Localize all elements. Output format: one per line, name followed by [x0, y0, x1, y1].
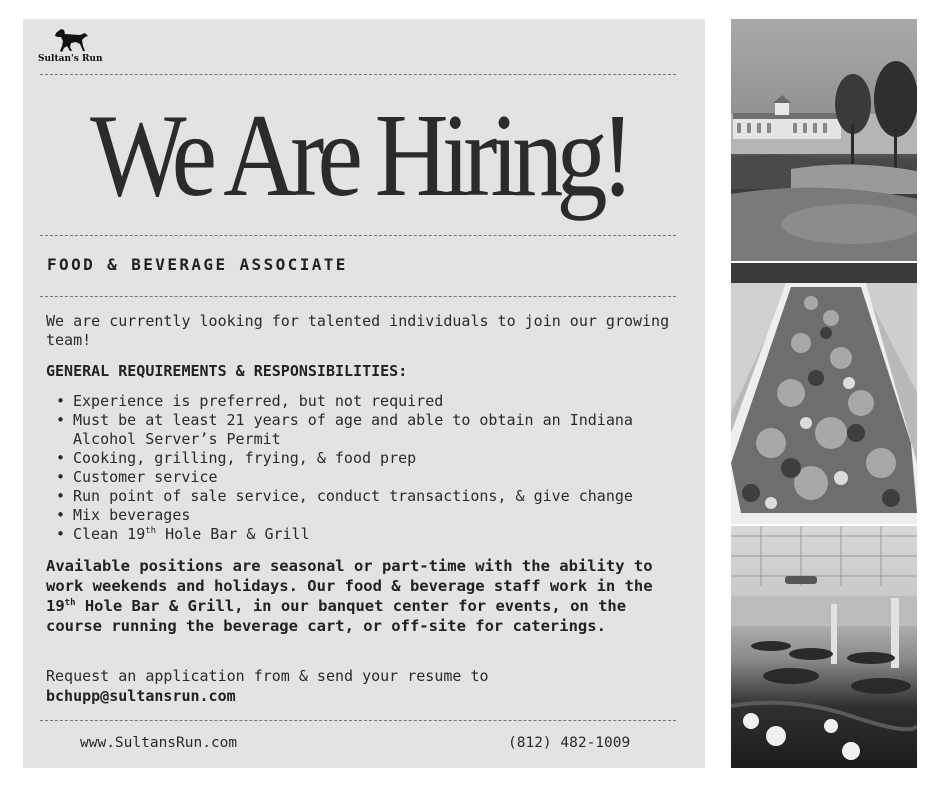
list-item: • Experience is preferred, but not required [53, 392, 693, 411]
request-application [46, 666, 686, 706]
clubhouse-golf-course-photo [731, 19, 917, 261]
list-item: • Run point of sale service, conduct transactions, & give change [53, 487, 693, 506]
list-item: • Mix beverages [53, 506, 693, 525]
list-item: • Must be at least 21 years of age and able to obtain an Indiana Alcohol Server’s Permit [53, 411, 693, 449]
buffet-table-photo [731, 263, 917, 524]
banquet-hall-photo [731, 526, 917, 768]
superscript: th [145, 526, 157, 536]
job-title: FOOD & BEVERAGE ASSOCIATE [47, 255, 348, 274]
sultans-run-logo [38, 25, 118, 65]
divider [40, 74, 676, 75]
request-text: Request an application from & send your resume to [46, 667, 489, 685]
list-item-text: Clean 19 [73, 525, 146, 543]
divider [40, 296, 676, 297]
horse-icon [52, 27, 90, 53]
positions-text-part: Hole Bar & Grill, in our banquet center for events, on the course running the beverage cart, or off-site for caterings. [46, 597, 627, 635]
list-item-text: Hole Bar & Grill [156, 525, 310, 543]
intro-text: We are currently looking for talented individuals to join our growing team! [46, 312, 670, 349]
positions-text-part: Available positions are seasonal or part-time with the ability to work weekends and holidays. Our food & beverage staff work in the 19 [46, 557, 653, 615]
website-url: www.SultansRun.com [80, 735, 238, 751]
list-item [53, 525, 693, 544]
phone-number: (812) 482-1009 [508, 735, 631, 751]
headline: We Are Hiring! [90, 89, 628, 221]
logo-text: Sultan's Run [38, 54, 103, 64]
divider [40, 720, 676, 721]
requirements-list [53, 392, 693, 544]
superscript: th [64, 598, 76, 608]
email-address: bchupp@sultansrun.com [46, 687, 236, 705]
positions-text [46, 556, 686, 636]
divider [40, 235, 676, 236]
list-item: • Customer service [53, 468, 693, 487]
list-item: • Cooking, grilling, frying, & food prep [53, 449, 693, 468]
flyer-panel [23, 19, 705, 768]
requirements-title: GENERAL REQUIREMENTS & RESPONSIBILITIES: [46, 362, 408, 380]
